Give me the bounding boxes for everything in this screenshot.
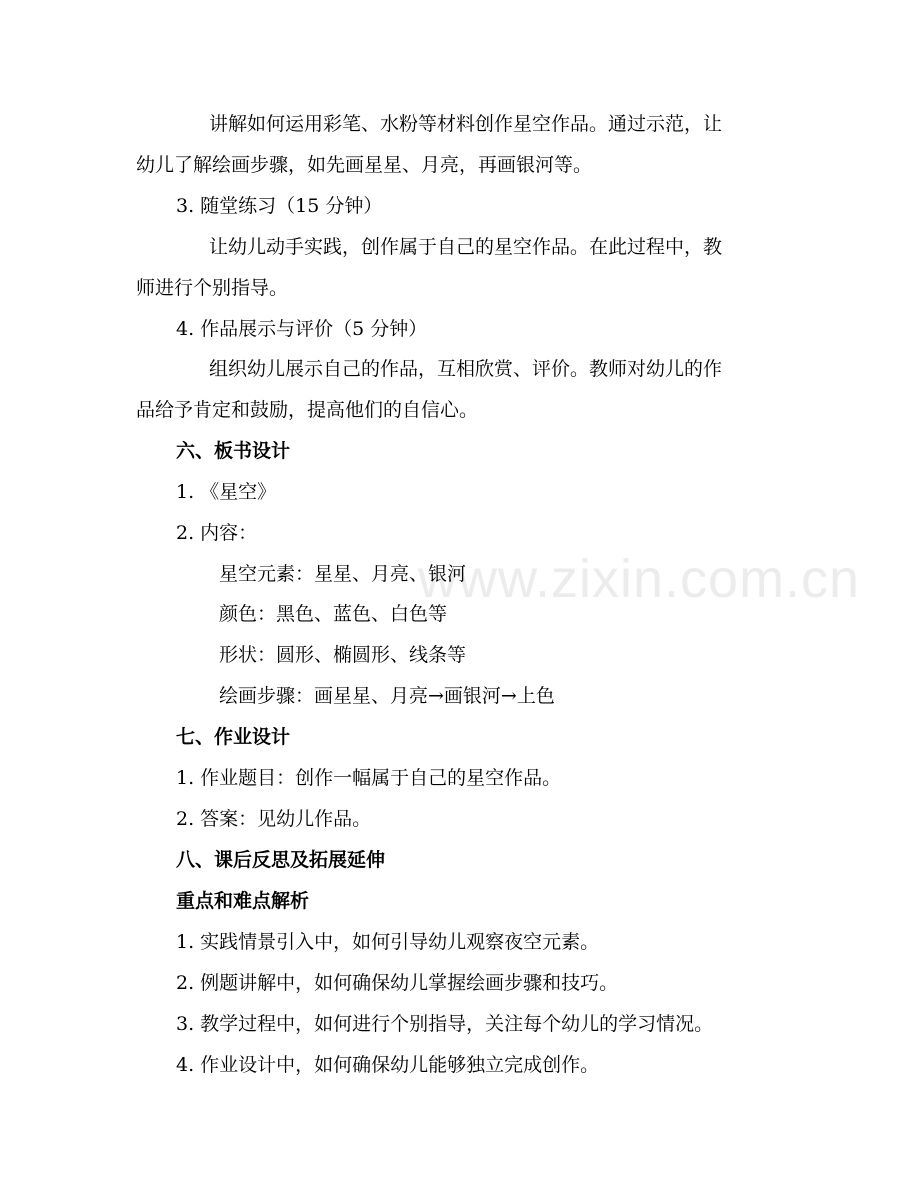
- section-heading: 六、板书设计: [176, 440, 291, 462]
- subsection-heading: 重点和难点解析: [176, 890, 310, 912]
- list-item: 2. 例题讲解中，如何确保幼儿掌握绘画步骤和技巧。: [176, 972, 619, 994]
- paragraph-line: 幼儿了解绘画步骤，如先画星星、月亮，再画银河等。: [136, 154, 593, 176]
- list-item: 3. 教学过程中，如何进行个别指导，关注每个幼儿的学习情况。: [176, 1013, 714, 1035]
- paragraph-line: 让幼儿动手实践，创作属于自己的星空作品。在此过程中，教: [209, 236, 723, 258]
- sub-item: 形状：圆形、椭圆形、线条等: [219, 644, 467, 666]
- paragraph-line: 品给予肯定和鼓励，提高他们的自信心。: [136, 399, 479, 421]
- list-item: 3. 随堂练习（15 分钟）: [176, 195, 383, 217]
- list-item: 4. 作业设计中，如何确保幼儿能够独立完成创作。: [176, 1054, 600, 1076]
- list-item: 1. 作业题目：创作一幅属于自己的星空作品。: [176, 767, 562, 789]
- section-heading: 七、作业设计: [176, 726, 291, 748]
- paragraph-line: 讲解如何运用彩笔、水粉等材料创作星空作品。通过示范，让: [209, 113, 723, 135]
- paragraph-line: 组织幼儿展示自己的作品，互相欣赏、评价。教师对幼儿的作: [209, 358, 723, 380]
- list-item: 4. 作品展示与评价（5 分钟）: [176, 318, 428, 340]
- list-item: 2. 答案：见幼儿作品。: [176, 808, 372, 830]
- sub-item: 绘画步骤：画星星、月亮→画银河→上色: [219, 685, 555, 707]
- section-heading: 八、课后反思及拓展延伸: [176, 849, 386, 871]
- sub-item: 星空元素：星星、月亮、银河: [219, 563, 467, 585]
- list-item: 1. 实践情景引入中，如何引导幼儿观察夜空元素。: [176, 931, 600, 953]
- watermark: www.zixin.com.cn: [418, 549, 861, 609]
- paragraph-line: 师进行个别指导。: [136, 277, 289, 299]
- list-item: 1. 《星空》: [176, 481, 277, 503]
- list-item: 2. 内容：: [176, 522, 258, 544]
- sub-item: 颜色：黑色、蓝色、白色等: [219, 603, 448, 625]
